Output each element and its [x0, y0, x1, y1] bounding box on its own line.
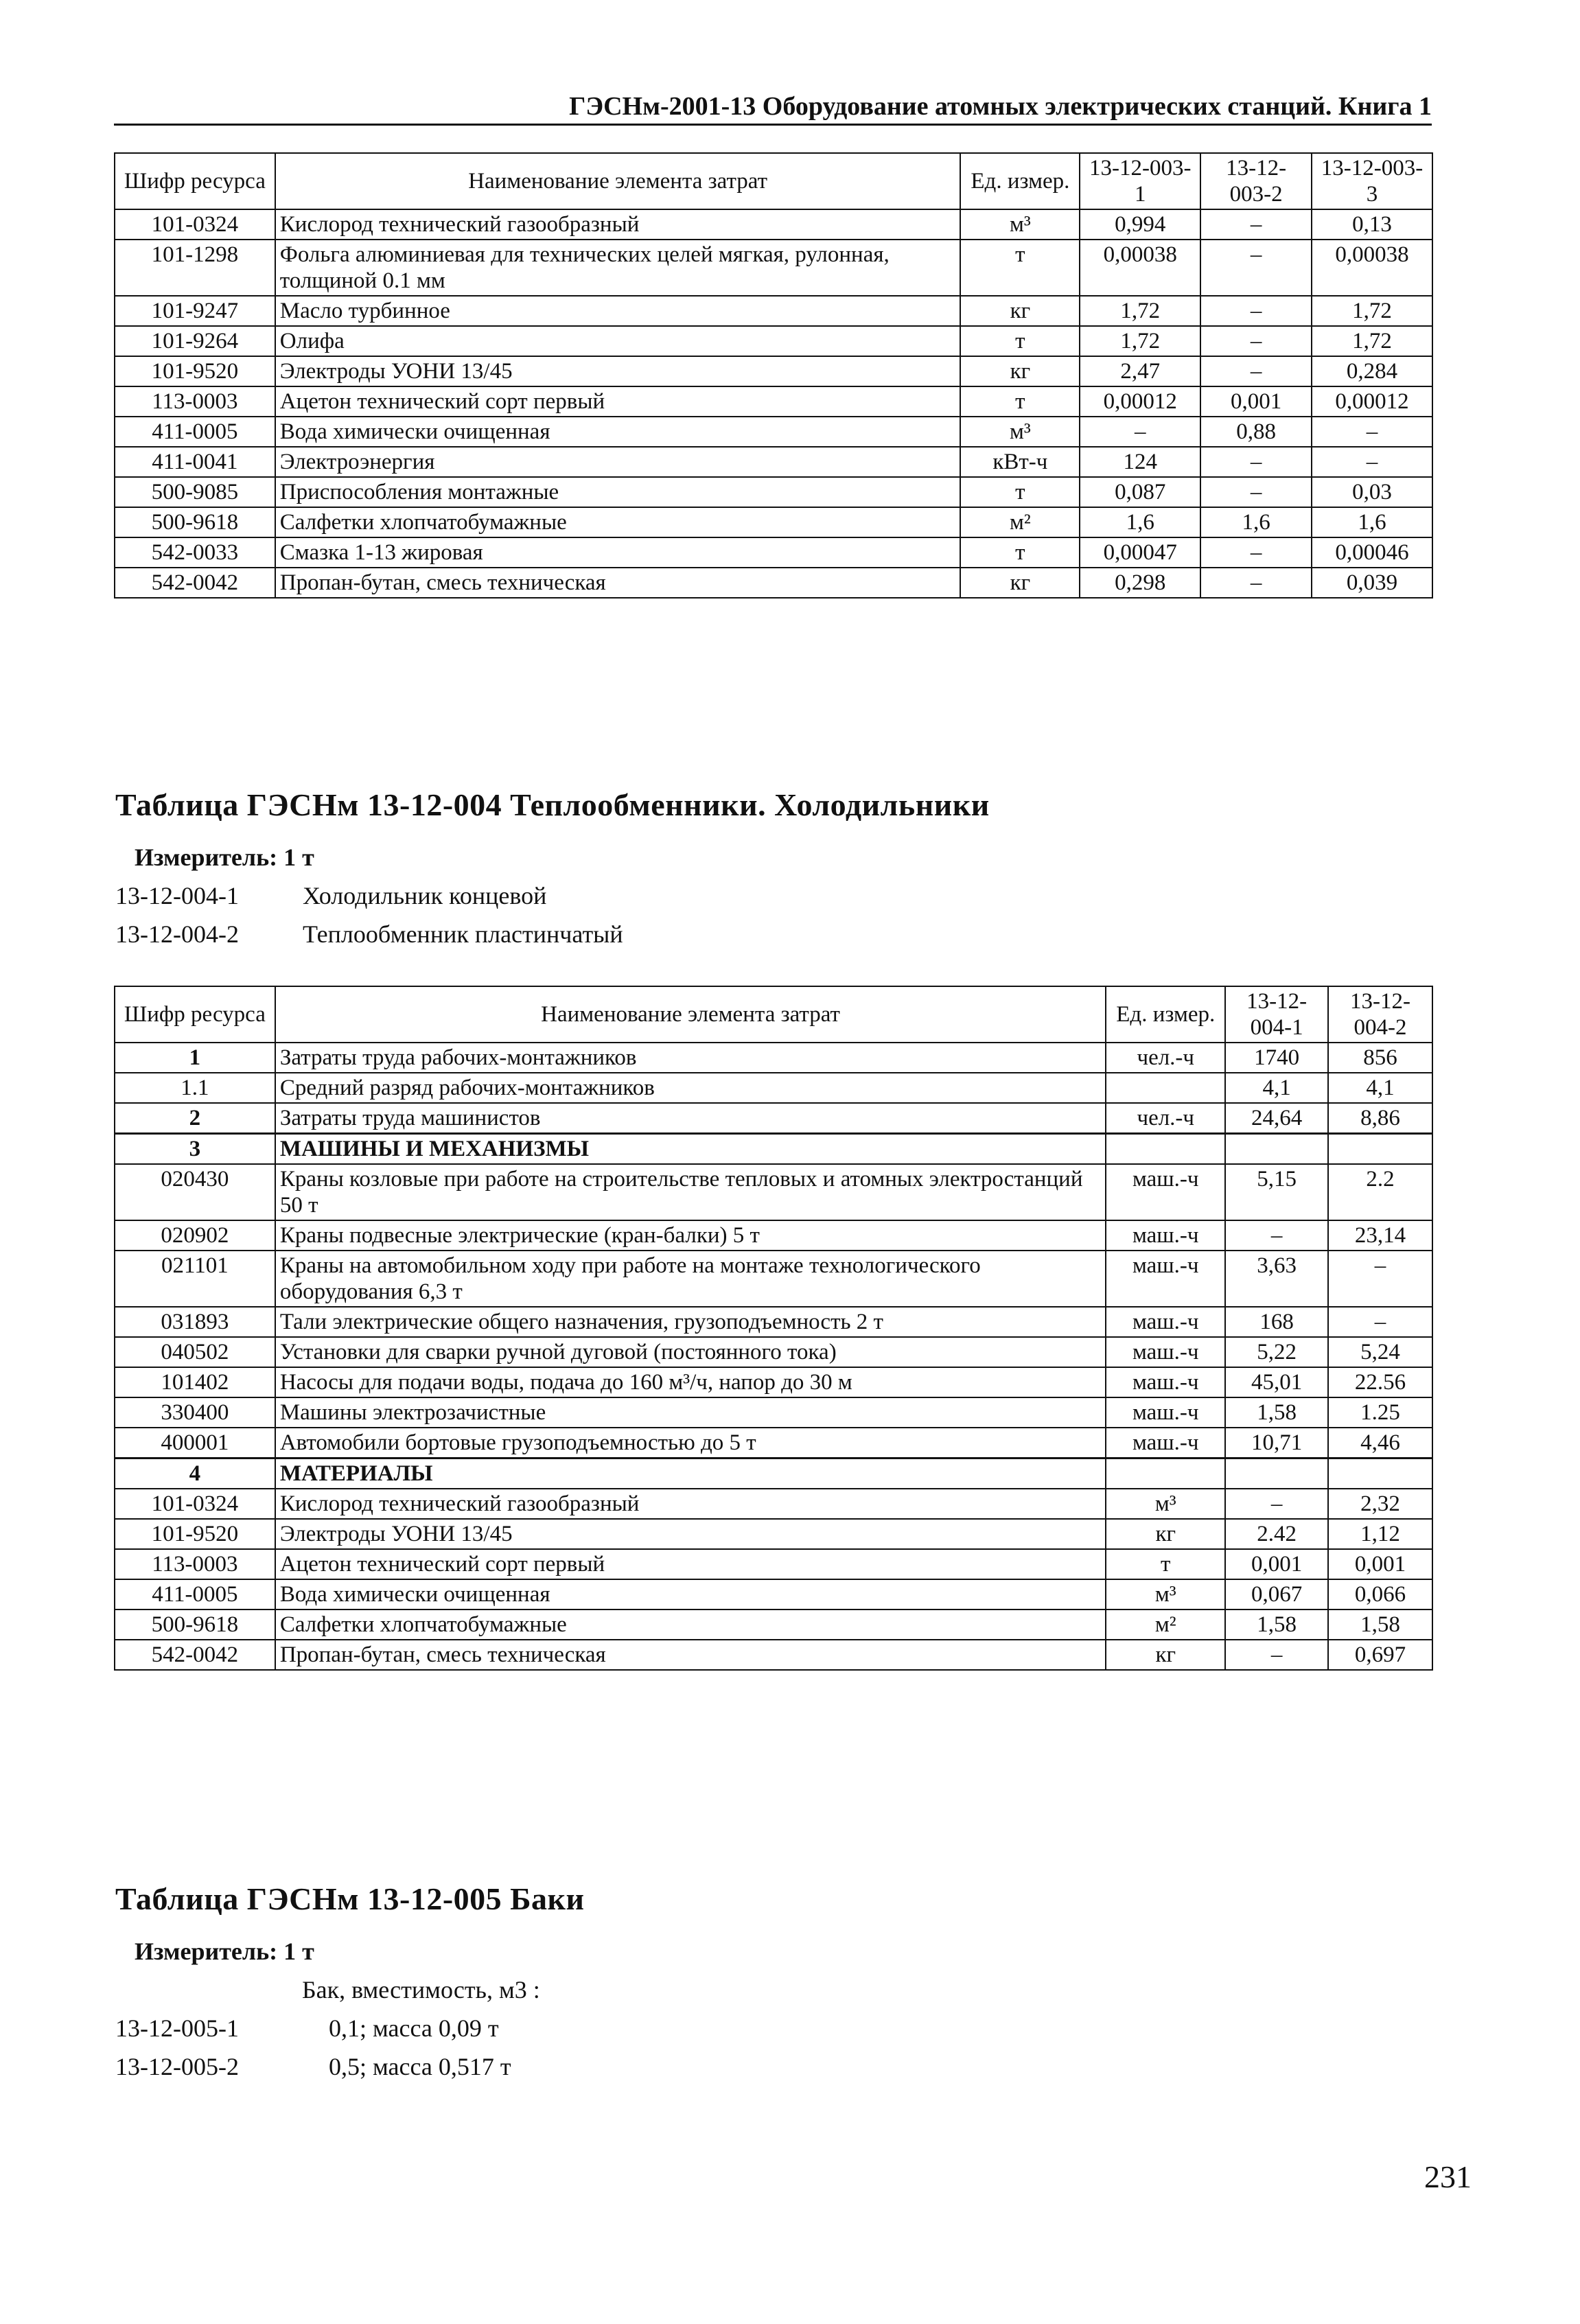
cell-unit: т [960, 537, 1080, 568]
cell-code: 500-9618 [115, 507, 275, 537]
resources-table-003 [114, 152, 1433, 599]
table-row [115, 507, 1432, 537]
cell-value: 0,994 [1080, 209, 1200, 240]
cell-unit: м³ [960, 209, 1080, 240]
cell-value: – [1200, 296, 1312, 326]
cell-code: 411-0041 [115, 447, 275, 477]
cell-value [1225, 1459, 1328, 1489]
cell-name: МАШИНЫ И МЕХАНИЗМЫ [275, 1134, 1106, 1165]
cell-unit: т [960, 240, 1080, 296]
cell-value: 856 [1328, 1043, 1432, 1073]
cell-value: 2,47 [1080, 356, 1200, 386]
cell-code: 4 [115, 1459, 275, 1489]
cell-name: Автомобили бортовые грузоподъемностью до 5 т [275, 1428, 1106, 1459]
col-header-003-1: 13-12-003-1 [1080, 153, 1200, 209]
cell-code: 330400 [115, 1397, 275, 1428]
col-header-004-2: 13-12-004-2 [1328, 986, 1432, 1043]
cell-unit: кг [960, 568, 1080, 598]
cell-value: – [1312, 417, 1432, 447]
cell-value: 0,00012 [1312, 386, 1432, 417]
cell-value: 1,72 [1080, 326, 1200, 356]
cell-value: 1,72 [1312, 296, 1432, 326]
cell-unit: т [960, 477, 1080, 507]
cell-value: – [1200, 537, 1312, 568]
cell-unit: маш.-ч [1106, 1397, 1225, 1428]
table-row [115, 1459, 1432, 1489]
cell-value: 1,12 [1328, 1519, 1432, 1549]
table-row [115, 568, 1432, 598]
cell-code: 101-0324 [115, 1489, 275, 1519]
cell-value: 2.42 [1225, 1519, 1328, 1549]
cell-value: 0,001 [1200, 386, 1312, 417]
cell-name: Электроды УОНИ 13/45 [275, 356, 961, 386]
cell-code: 411-0005 [115, 1579, 275, 1610]
table-row [115, 296, 1432, 326]
cell-unit: т [960, 326, 1080, 356]
cell-unit: кг [960, 356, 1080, 386]
cell-code: 411-0005 [115, 417, 275, 447]
cell-value: 2.2 [1328, 1164, 1432, 1220]
cell-value: 124 [1080, 447, 1200, 477]
table-row [115, 1610, 1432, 1640]
cell-code: 101402 [115, 1367, 275, 1397]
cell-unit [1106, 1459, 1225, 1489]
cell-name: Краны козловые при работе на строительстве тепловых и атомных электростанций 50 т [275, 1164, 1106, 1220]
cell-value: – [1080, 417, 1200, 447]
col-header-code: Шифр ресурса [115, 153, 275, 209]
table-row [115, 1220, 1432, 1251]
cell-name: Электроэнергия [275, 447, 961, 477]
cell-value: 0,00047 [1080, 537, 1200, 568]
cell-value: – [1225, 1489, 1328, 1519]
measure-value: 1 т [283, 844, 314, 871]
cell-value: – [1200, 209, 1312, 240]
table-row [115, 1134, 1432, 1165]
cell-value: 5,24 [1328, 1337, 1432, 1367]
cell-name: Масло турбинное [275, 296, 961, 326]
cell-unit: маш.-ч [1106, 1337, 1225, 1367]
cell-code: 1.1 [115, 1073, 275, 1103]
table-row [115, 356, 1432, 386]
table-row [115, 1164, 1432, 1220]
cell-name: Пропан-бутан, смесь техническая [275, 1640, 1106, 1670]
cell-value: 0,00012 [1080, 386, 1200, 417]
cell-value: 1740 [1225, 1043, 1328, 1073]
cell-code: 101-0324 [115, 209, 275, 240]
code-name: Теплообменник пластинчатый [303, 920, 623, 948]
cell-value: 0,001 [1328, 1549, 1432, 1579]
cell-value: 0,03 [1312, 477, 1432, 507]
cell-code: 021101 [115, 1251, 275, 1307]
cell-value: – [1312, 447, 1432, 477]
table-row [115, 1251, 1432, 1307]
cell-unit: м² [1106, 1610, 1225, 1640]
col-header-name: Наименование элемента затрат [275, 153, 961, 209]
cell-value: – [1225, 1640, 1328, 1670]
cell-code: 542-0033 [115, 537, 275, 568]
cell-value: 1.25 [1328, 1397, 1432, 1428]
cell-code: 101-1298 [115, 240, 275, 296]
cell-unit: м² [960, 507, 1080, 537]
cell-name: Салфетки хлопчатобумажные [275, 507, 961, 537]
cell-code: 101-9520 [115, 356, 275, 386]
table-row [115, 1579, 1432, 1610]
cell-unit: маш.-ч [1106, 1367, 1225, 1397]
cell-code: 101-9264 [115, 326, 275, 356]
cell-unit [1106, 1134, 1225, 1165]
table-row [115, 1549, 1432, 1579]
code-name: 0,5; масса 0,517 т [329, 2053, 511, 2080]
cell-code: 113-0003 [115, 386, 275, 417]
cell-value: 1,58 [1225, 1397, 1328, 1428]
table-row [115, 417, 1432, 447]
code: 13-12-005-2 [115, 2053, 239, 2080]
table-row [115, 1103, 1432, 1134]
cell-name: Средний разряд рабочих-монтажников [275, 1073, 1106, 1103]
cell-value: 3,63 [1225, 1251, 1328, 1307]
cell-code: 101-9247 [115, 296, 275, 326]
measure-value: 1 т [283, 1938, 314, 1965]
resources-table-004 [114, 986, 1433, 1671]
measure-label: Измеритель: [135, 844, 278, 871]
col-header-unit: Ед. измер. [960, 153, 1080, 209]
code-name: 0,1; масса 0,09 т [329, 2014, 499, 2042]
cell-value: 1,58 [1328, 1610, 1432, 1640]
cell-code: 020902 [115, 1220, 275, 1251]
cell-code: 040502 [115, 1337, 275, 1367]
cell-code: 500-9085 [115, 477, 275, 507]
cell-value: 1,72 [1080, 296, 1200, 326]
cell-name: Смазка 1-13 жировая [275, 537, 961, 568]
col-header-003-2: 13-12-003-2 [1200, 153, 1312, 209]
cell-value [1328, 1459, 1432, 1489]
table-row [115, 240, 1432, 296]
cell-value: 0,00038 [1312, 240, 1432, 296]
cell-value: – [1328, 1307, 1432, 1337]
cell-value: 10,71 [1225, 1428, 1328, 1459]
cell-value: 0,066 [1328, 1579, 1432, 1610]
cell-value: 0,284 [1312, 356, 1432, 386]
measure-unit-004 [135, 843, 314, 872]
col-header-unit: Ед. измер. [1106, 986, 1225, 1043]
cell-name: Фольга алюминиевая для технических целей мягкая, рулонная, толщиной 0.1 мм [275, 240, 961, 296]
table-row [115, 1428, 1432, 1459]
cell-code: 031893 [115, 1307, 275, 1337]
code-line [115, 881, 546, 910]
table-row [115, 537, 1432, 568]
cell-value: 1,6 [1080, 507, 1200, 537]
page-number: 231 [1424, 2159, 1472, 2194]
cell-code: 2 [115, 1103, 275, 1134]
col-header-004-1: 13-12-004-1 [1225, 986, 1328, 1043]
cell-unit: маш.-ч [1106, 1251, 1225, 1307]
cell-value: 0,067 [1225, 1579, 1328, 1610]
cell-name: МАТЕРИАЛЫ [275, 1459, 1106, 1489]
cell-value: 1,72 [1312, 326, 1432, 356]
table-body [115, 209, 1432, 598]
cell-name: Салфетки хлопчатобумажные [275, 1610, 1106, 1640]
cell-code: 542-0042 [115, 568, 275, 598]
cell-name: Затраты труда рабочих-монтажников [275, 1043, 1106, 1073]
cell-value: – [1200, 568, 1312, 598]
cell-unit: кг [960, 296, 1080, 326]
cell-code: 101-9520 [115, 1519, 275, 1549]
cell-name: Вода химически очищенная [275, 417, 961, 447]
code: 13-12-005-1 [115, 2014, 239, 2042]
cell-unit: т [1106, 1549, 1225, 1579]
cell-code: 113-0003 [115, 1549, 275, 1579]
cell-value: – [1200, 356, 1312, 386]
cell-value: 5,22 [1225, 1337, 1328, 1367]
cell-name: Вода химически очищенная [275, 1579, 1106, 1610]
cell-unit: маш.-ч [1106, 1307, 1225, 1337]
cell-value: 0,087 [1080, 477, 1200, 507]
cell-value: 23,14 [1328, 1220, 1432, 1251]
cell-name: Олифа [275, 326, 961, 356]
cell-value [1328, 1134, 1432, 1165]
cell-value: 0,001 [1225, 1549, 1328, 1579]
cell-name: Краны на автомобильном ходу при работе на монтаже технологического оборудования 6,3 т [275, 1251, 1106, 1307]
cell-value: 0,88 [1200, 417, 1312, 447]
code: 13-12-004-2 [115, 920, 239, 948]
cell-name: Тали электрические общего назначения, грузоподъемность 2 т [275, 1307, 1106, 1337]
table-row [115, 209, 1432, 240]
cell-name: Насосы для подачи воды, подача до 160 м³/ч, напор до 30 м [275, 1367, 1106, 1397]
table-title-004: Таблица ГЭСНм 13-12-004 Теплообменники. Холодильники [115, 787, 990, 822]
cell-unit: м³ [1106, 1489, 1225, 1519]
cell-value: 0,298 [1080, 568, 1200, 598]
table-row [115, 1337, 1432, 1367]
cell-name: Кислород технический газообразный [275, 209, 961, 240]
cell-name: Ацетон технический сорт первый [275, 1549, 1106, 1579]
cell-unit: м³ [1106, 1579, 1225, 1610]
cell-unit: кг [1106, 1640, 1225, 1670]
cell-unit: маш.-ч [1106, 1428, 1225, 1459]
cell-value: 168 [1225, 1307, 1328, 1337]
cell-value: 2,32 [1328, 1489, 1432, 1519]
col-header-name: Наименование элемента затрат [275, 986, 1106, 1043]
cell-unit: кг [1106, 1519, 1225, 1549]
cell-value: 4,1 [1225, 1073, 1328, 1103]
cell-unit [1106, 1073, 1225, 1103]
measure-unit-005 [135, 1937, 314, 1966]
table-body [115, 1043, 1432, 1670]
cell-unit: маш.-ч [1106, 1220, 1225, 1251]
cell-value: – [1200, 447, 1312, 477]
cell-value: 24,64 [1225, 1103, 1328, 1134]
measure-label: Измеритель: [135, 1938, 278, 1965]
cell-value: 1,58 [1225, 1610, 1328, 1640]
cell-code: 400001 [115, 1428, 275, 1459]
table-header-row [115, 986, 1432, 1043]
cell-name: Машины электрозачистные [275, 1397, 1106, 1428]
cell-value: 5,15 [1225, 1164, 1328, 1220]
cell-value: – [1200, 326, 1312, 356]
cell-unit: чел.-ч [1106, 1043, 1225, 1073]
cell-value: – [1225, 1220, 1328, 1251]
table-row [115, 1307, 1432, 1337]
table-row [115, 1043, 1432, 1073]
cell-unit: чел.-ч [1106, 1103, 1225, 1134]
cell-name: Электроды УОНИ 13/45 [275, 1519, 1106, 1549]
cell-value: 45,01 [1225, 1367, 1328, 1397]
col-header-003-3: 13-12-003-3 [1312, 153, 1432, 209]
cell-value: 0,697 [1328, 1640, 1432, 1670]
cell-code: 1 [115, 1043, 275, 1073]
cell-value: 1,6 [1200, 507, 1312, 537]
cell-value: 8,86 [1328, 1103, 1432, 1134]
table-row [115, 1073, 1432, 1103]
cell-value: 4,46 [1328, 1428, 1432, 1459]
cell-unit: маш.-ч [1106, 1164, 1225, 1220]
col-header-code: Шифр ресурса [115, 986, 275, 1043]
code-line [115, 920, 623, 949]
page-header: ГЭСНм-2001-13 Оборудование атомных электрических станций. Книга 1 [114, 91, 1432, 126]
code-name: Холодильник концевой [303, 882, 547, 909]
code: 13-12-004-1 [115, 882, 239, 909]
cell-value: 22.56 [1328, 1367, 1432, 1397]
table-header-row [115, 153, 1432, 209]
cell-name: Затраты труда машинистов [275, 1103, 1106, 1134]
cell-name: Кислород технический газообразный [275, 1489, 1106, 1519]
cell-unit: т [960, 386, 1080, 417]
cell-unit: м³ [960, 417, 1080, 447]
cell-value: 0,00046 [1312, 537, 1432, 568]
cell-value [1225, 1134, 1328, 1165]
table-row [115, 326, 1432, 356]
table-row [115, 1519, 1432, 1549]
table-row [115, 1397, 1432, 1428]
cell-value: 1,6 [1312, 507, 1432, 537]
cell-value: 4,1 [1328, 1073, 1432, 1103]
cell-unit: кВт-ч [960, 447, 1080, 477]
cell-name: Ацетон технический сорт первый [275, 386, 961, 417]
table-title-005: Таблица ГЭСНм 13-12-005 Баки [115, 1881, 585, 1916]
cell-code: 3 [115, 1134, 275, 1165]
cell-value: 0,00038 [1080, 240, 1200, 296]
cell-value: – [1328, 1251, 1432, 1307]
table-row [115, 1367, 1432, 1397]
cell-name: Установки для сварки ручной дуговой (постоянного тока) [275, 1337, 1106, 1367]
table-row [115, 386, 1432, 417]
cell-code: 500-9618 [115, 1610, 275, 1640]
cell-name: Пропан-бутан, смесь техническая [275, 568, 961, 598]
table-row [115, 1489, 1432, 1519]
cell-name: Краны подвесные электрические (кран-балки) 5 т [275, 1220, 1106, 1251]
cell-value: – [1200, 240, 1312, 296]
cell-code: 020430 [115, 1164, 275, 1220]
code-line [115, 2014, 499, 2043]
code-line [115, 2052, 511, 2081]
table-row [115, 447, 1432, 477]
cell-value: 0,13 [1312, 209, 1432, 240]
cell-value: – [1200, 477, 1312, 507]
cell-name: Приспособления монтажные [275, 477, 961, 507]
cell-code: 542-0042 [115, 1640, 275, 1670]
table-row [115, 477, 1432, 507]
subheading: Бак, вместимость, м3 : [302, 1976, 540, 2003]
cell-value: 0,039 [1312, 568, 1432, 598]
table-row [115, 1640, 1432, 1670]
